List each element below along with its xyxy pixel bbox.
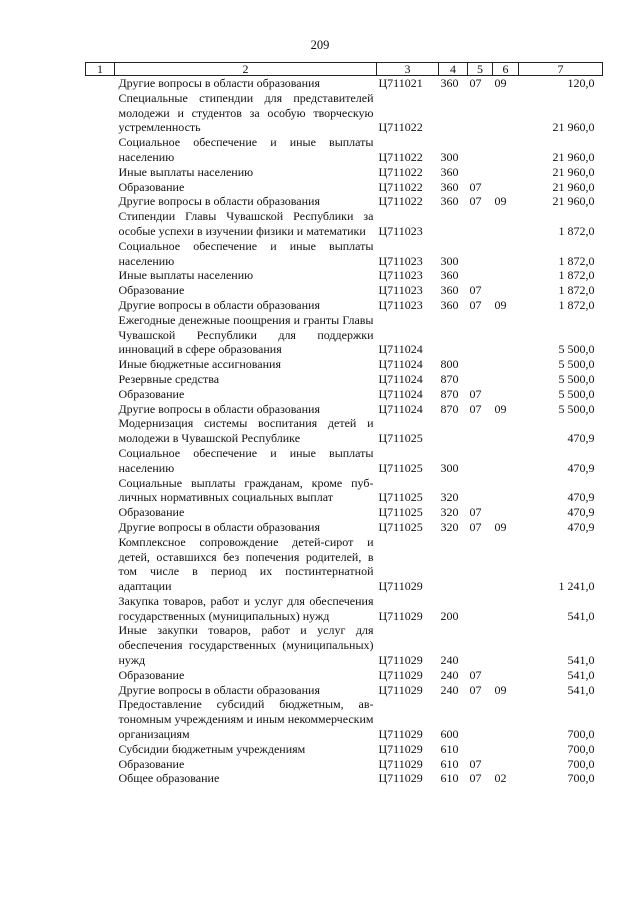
target-code: Ц711029	[378, 579, 423, 594]
subsection-code	[493, 387, 519, 402]
column-header: 2	[115, 63, 377, 76]
target-code: Ц711029	[378, 608, 423, 623]
section-code	[468, 697, 493, 741]
table-row	[86, 180, 603, 195]
section-code: 07	[469, 283, 482, 298]
column-header: 6	[493, 63, 519, 76]
column-header: 1	[86, 63, 115, 76]
table-row	[86, 742, 603, 757]
target-code: Ц711025	[378, 505, 423, 520]
row-number-cell	[86, 668, 115, 683]
subsection-code	[493, 91, 519, 135]
target-code: Ц711025	[378, 460, 423, 475]
item-name: Иные выплаты населению	[118, 268, 254, 283]
row-number-cell	[86, 402, 115, 417]
amount: 470,9	[567, 460, 595, 475]
amount: 1 872,0	[558, 223, 595, 238]
table-row	[86, 268, 603, 283]
target-code: Ц711024	[378, 401, 423, 416]
table-row	[86, 239, 603, 269]
section-code: 07	[469, 519, 482, 534]
row-number-cell	[86, 505, 115, 520]
section-code: 07	[469, 756, 482, 771]
item-name: Стипендии Главы Чувашской Республики за особые успехи в изучении физики и математики	[118, 209, 374, 238]
amount: 1 241,0	[558, 579, 595, 594]
amount: 700,0	[567, 727, 595, 742]
expense-type: 240	[440, 667, 459, 682]
expense-type: 870	[440, 401, 459, 416]
row-number-cell	[86, 623, 115, 667]
table-row	[86, 668, 603, 683]
target-code: Ц711025	[378, 519, 423, 534]
expense-type: 320	[440, 519, 459, 534]
amount: 120,0	[567, 76, 595, 90]
table-row	[86, 357, 603, 372]
expense-type	[439, 209, 468, 239]
table-row	[86, 165, 603, 180]
row-number-cell	[86, 76, 115, 91]
target-code: Ц711025	[378, 431, 423, 446]
subsection-code	[493, 209, 519, 239]
target-code: Ц711023	[378, 297, 423, 312]
section-code	[468, 135, 493, 165]
section-code: 07	[469, 76, 482, 90]
section-code: 07	[469, 505, 482, 520]
table-body	[86, 76, 603, 787]
item-name: Образование	[118, 505, 185, 520]
expense-type: 610	[440, 741, 459, 756]
expense-type	[439, 91, 468, 135]
amount: 21 960,0	[552, 194, 595, 209]
row-number-cell	[86, 742, 115, 757]
item-name: Ежегодные денежные поощрения и гранты Главы Чувашской Республики для поддержки инноваций в сфере образования	[118, 312, 374, 357]
row-number-cell	[86, 209, 115, 239]
expense-type: 360	[440, 76, 459, 90]
target-code: Ц711024	[378, 371, 423, 386]
amount: 5 500,0	[558, 357, 595, 372]
item-name: Образование	[118, 386, 185, 401]
table-header-row	[86, 63, 603, 76]
target-code: Ц711024	[378, 342, 423, 357]
expense-type: 320	[440, 490, 459, 505]
subsection-code	[493, 623, 519, 667]
amount: 21 960,0	[552, 149, 595, 164]
expense-type: 870	[440, 371, 459, 386]
amount: 5 500,0	[558, 401, 595, 416]
amount: 541,0	[567, 608, 595, 623]
expense-type: 610	[440, 771, 459, 786]
subsection-code	[493, 416, 519, 446]
subsection-code: 09	[494, 76, 507, 90]
table-row	[86, 402, 603, 417]
expense-type: 200	[440, 608, 459, 623]
row-number-cell	[86, 313, 115, 357]
target-code: Ц711029	[378, 727, 423, 742]
expense-type	[439, 313, 468, 357]
table-row	[86, 683, 603, 698]
item-name: Социальное обеспечение и иные выплаты населению	[118, 238, 374, 268]
expense-type: 360	[440, 164, 459, 179]
expense-type: 300	[440, 460, 459, 475]
column-header: 4	[439, 63, 468, 76]
row-number-cell	[86, 416, 115, 446]
target-code: Ц711021	[378, 76, 423, 90]
item-name: Предоставление субсидий бюджетным, автономным учреждениям и иным некоммерческим организациям	[118, 697, 374, 742]
subsection-code	[493, 313, 519, 357]
section-code	[468, 372, 493, 387]
subsection-code	[493, 357, 519, 372]
subsection-code: 09	[494, 194, 507, 209]
amount: 470,9	[567, 431, 595, 446]
expense-type	[439, 416, 468, 446]
expense-type: 610	[440, 756, 459, 771]
column-header: 5	[468, 63, 493, 76]
item-name: Социальное обеспечение и иные выплаты населению	[118, 135, 374, 164]
row-number-cell	[86, 283, 115, 298]
amount: 21 960,0	[552, 179, 595, 194]
subsection-code	[493, 372, 519, 387]
amount: 541,0	[567, 653, 595, 668]
expense-type: 300	[440, 253, 459, 268]
expense-type: 300	[440, 149, 459, 164]
subsection-code	[493, 180, 519, 195]
expense-type: 320	[440, 505, 459, 520]
table-row	[86, 194, 603, 209]
amount: 1 872,0	[558, 283, 595, 298]
target-code: Ц711029	[378, 756, 423, 771]
expense-type: 360	[440, 179, 459, 194]
amount: 470,9	[567, 519, 595, 534]
section-code: 07	[469, 771, 482, 786]
section-code: 07	[469, 179, 482, 194]
amount: 5 500,0	[558, 371, 595, 386]
amount: 5 500,0	[558, 342, 595, 357]
target-code: Ц711024	[378, 386, 423, 401]
item-name: Закупка товаров, работ и услуг для обеспечения государственных (муниципальных) нужд	[118, 593, 374, 623]
row-number-cell	[86, 697, 115, 741]
item-name: Субсидии бюджетным учреждениям	[118, 741, 306, 756]
row-number-cell	[86, 372, 115, 387]
section-code	[468, 268, 493, 283]
row-number-cell	[86, 446, 115, 476]
row-number-cell	[86, 135, 115, 165]
target-code: Ц711023	[378, 283, 423, 298]
section-code	[468, 416, 493, 446]
section-code	[468, 446, 493, 476]
subsection-code	[493, 757, 519, 772]
item-name: Другие вопросы в области образования	[118, 519, 320, 534]
item-name: Социальные выплаты гражданам, кроме публичных нормативных социальных выплат	[118, 475, 374, 505]
row-number-cell	[86, 387, 115, 402]
subsection-code: 09	[494, 401, 507, 416]
amount: 700,0	[567, 741, 595, 756]
section-code	[468, 209, 493, 239]
expense-type: 240	[440, 653, 459, 668]
subsection-code	[493, 742, 519, 757]
table-row	[86, 135, 603, 165]
table-row	[86, 476, 603, 506]
subsection-code	[493, 697, 519, 741]
item-name: Резервные средства	[118, 371, 220, 386]
target-code: Ц711022	[378, 149, 423, 164]
row-number-cell	[86, 476, 115, 506]
table-row	[86, 535, 603, 594]
target-code: Ц711029	[378, 682, 423, 697]
item-name: Иные закупки товаров, работ и услуг для обеспечения государственных (муниципальных) нужд	[118, 623, 374, 668]
amount: 700,0	[567, 771, 595, 786]
amount: 21 960,0	[552, 120, 595, 135]
amount: 700,0	[567, 756, 595, 771]
table-row	[86, 313, 603, 357]
row-number-cell	[86, 357, 115, 372]
amount: 470,9	[567, 505, 595, 520]
subsection-code	[493, 535, 519, 594]
item-name: Иные бюджетные ассигнования	[118, 357, 281, 372]
row-number-cell	[86, 594, 115, 624]
table-row	[86, 372, 603, 387]
section-code: 07	[469, 401, 482, 416]
row-number-cell	[86, 268, 115, 283]
subsection-code: 09	[494, 682, 507, 697]
target-code: Ц711029	[378, 667, 423, 682]
item-name: Общее образование	[118, 771, 220, 786]
section-code: 07	[469, 194, 482, 209]
row-number-cell	[86, 180, 115, 195]
table-row	[86, 91, 603, 135]
subsection-code: 02	[494, 771, 507, 786]
item-name: Комплексное сопровождение детей-сирот и детей, оставшихся без попечения родителей, в том числе в период их постинтернатной адаптации	[118, 534, 374, 594]
table-row	[86, 623, 603, 667]
section-code	[468, 476, 493, 506]
item-name: Модернизация системы воспитания детей и молодежи в Чувашской Республике	[118, 416, 374, 446]
item-name: Другие вопросы в области образования	[118, 76, 320, 90]
subsection-code	[493, 505, 519, 520]
section-code	[468, 91, 493, 135]
budget-table	[85, 62, 603, 786]
target-code: Ц711024	[378, 357, 423, 372]
expense-type: 360	[440, 194, 459, 209]
section-code: 07	[469, 297, 482, 312]
target-code: Ц711022	[378, 164, 423, 179]
target-code: Ц711023	[378, 223, 423, 238]
table-row	[86, 520, 603, 535]
subsection-code	[493, 476, 519, 506]
row-number-cell	[86, 239, 115, 269]
column-header: 3	[377, 63, 439, 76]
expense-type: 600	[440, 727, 459, 742]
section-code	[468, 742, 493, 757]
subsection-code	[493, 268, 519, 283]
expense-type: 360	[440, 297, 459, 312]
amount: 1 872,0	[558, 268, 595, 283]
target-code: Ц711029	[378, 653, 423, 668]
section-code	[468, 357, 493, 372]
target-code: Ц711029	[378, 771, 423, 786]
section-code	[468, 313, 493, 357]
row-number-cell	[86, 771, 115, 786]
row-number-cell	[86, 165, 115, 180]
page-number: 209	[310, 38, 330, 52]
amount: 1 872,0	[558, 253, 595, 268]
subsection-code	[493, 594, 519, 624]
table-row	[86, 76, 603, 91]
section-code	[468, 165, 493, 180]
table-row	[86, 594, 603, 624]
item-name: Социальное обеспечение и иные выплаты населению	[118, 445, 374, 475]
table-row	[86, 505, 603, 520]
section-code	[468, 535, 493, 594]
section-code	[468, 623, 493, 667]
table-row	[86, 283, 603, 298]
item-name: Другие вопросы в области образования	[118, 297, 320, 312]
subsection-code: 09	[494, 519, 507, 534]
table-row	[86, 209, 603, 239]
target-code: Ц711022	[378, 179, 423, 194]
row-number-cell	[86, 535, 115, 594]
item-name: Образование	[118, 667, 185, 682]
subsection-code	[493, 668, 519, 683]
amount: 470,9	[567, 490, 595, 505]
subsection-code	[493, 165, 519, 180]
amount: 541,0	[567, 667, 595, 682]
expense-type: 240	[440, 682, 459, 697]
expense-type: 870	[440, 386, 459, 401]
subsection-code	[493, 135, 519, 165]
target-code: Ц711025	[378, 490, 423, 505]
row-number-cell	[86, 520, 115, 535]
amount: 5 500,0	[558, 386, 595, 401]
item-name: Другие вопросы в области образования	[118, 194, 320, 209]
table-row	[86, 446, 603, 476]
table-row	[86, 298, 603, 313]
row-number-cell	[86, 683, 115, 698]
expense-type	[439, 535, 468, 594]
expense-type: 360	[440, 268, 459, 283]
subsection-code: 09	[494, 297, 507, 312]
item-name: Другие вопросы в области образования	[118, 682, 320, 697]
expense-type: 360	[440, 283, 459, 298]
table-row	[86, 771, 603, 786]
table-row	[86, 416, 603, 446]
section-code: 07	[469, 667, 482, 682]
amount: 541,0	[567, 682, 595, 697]
target-code: Ц711023	[378, 268, 423, 283]
target-code: Ц711022	[378, 194, 423, 209]
section-code	[468, 239, 493, 269]
expense-type: 800	[440, 357, 459, 372]
amount: 21 960,0	[552, 164, 595, 179]
item-name: Другие вопросы в области образования	[118, 401, 320, 416]
row-number-cell	[86, 757, 115, 772]
item-name: Образование	[118, 283, 185, 298]
table-row	[86, 697, 603, 741]
section-code	[468, 594, 493, 624]
target-code: Ц711029	[378, 741, 423, 756]
row-number-cell	[86, 194, 115, 209]
section-code: 07	[469, 386, 482, 401]
amount: 1 872,0	[558, 297, 595, 312]
column-header: 7	[519, 63, 603, 76]
subsection-code	[493, 283, 519, 298]
target-code: Ц711022	[378, 120, 423, 135]
item-name: Образование	[118, 756, 185, 771]
subsection-code	[493, 239, 519, 269]
item-name: Иные выплаты населению	[118, 164, 254, 179]
row-number-cell	[86, 91, 115, 135]
item-name: Образование	[118, 179, 185, 194]
target-code: Ц711023	[378, 253, 423, 268]
section-code: 07	[469, 682, 482, 697]
item-name: Специальные стипендии для представителей молодежи и студентов за особую творческую устремленность	[118, 90, 374, 135]
subsection-code	[493, 446, 519, 476]
table-row	[86, 387, 603, 402]
row-number-cell	[86, 298, 115, 313]
table-row	[86, 757, 603, 772]
